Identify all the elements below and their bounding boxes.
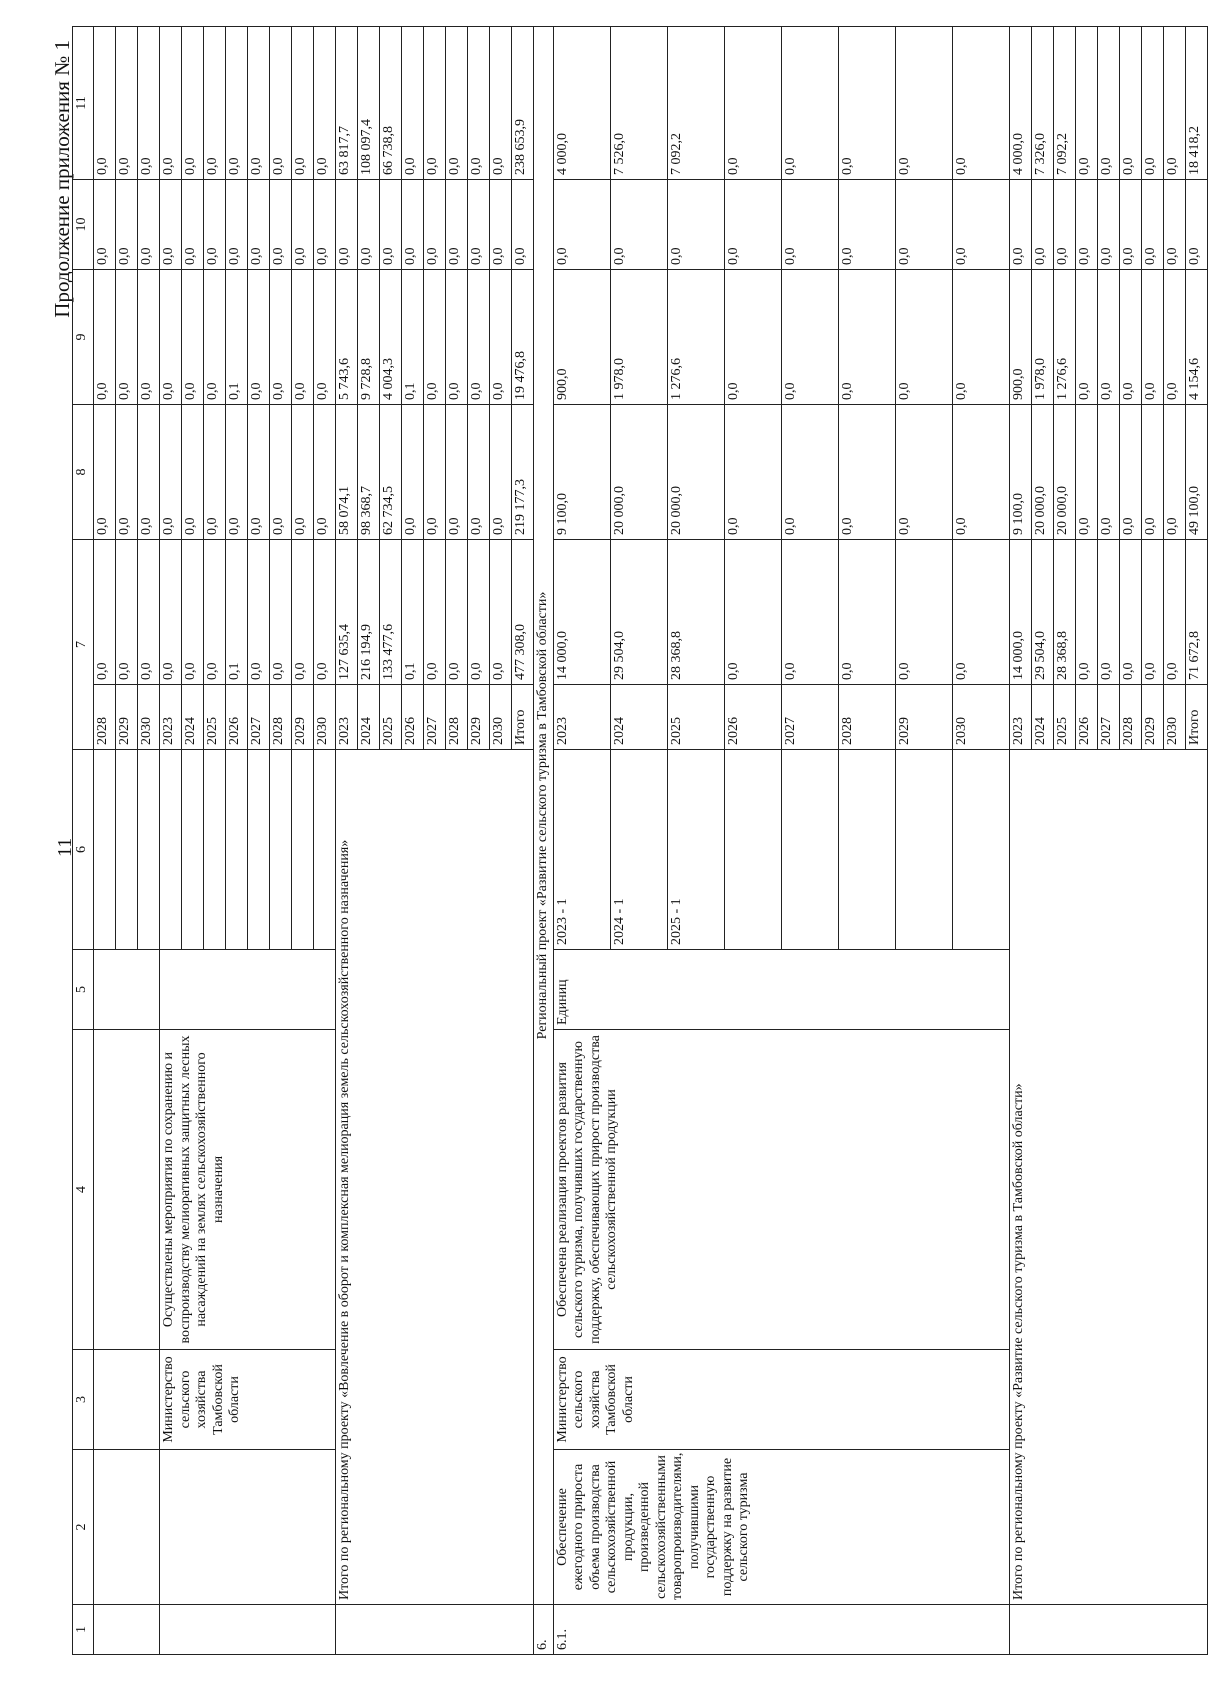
year-cell: 2028	[446, 685, 468, 750]
column-number-5: 5	[73, 950, 94, 1030]
year-cell: 2025	[667, 685, 724, 750]
value-cell-col9: 0,0	[424, 270, 446, 405]
year-cell: 2030	[490, 685, 512, 750]
value-cell-col10: 0,0	[1009, 180, 1031, 270]
value-cell-col10: 0,0	[94, 180, 116, 270]
value-cell-col11: 0,0	[446, 27, 468, 180]
value-cell-col9: 0,0	[292, 270, 314, 405]
value-cell-col8: 0,0	[781, 405, 838, 540]
column-number-10: 10	[73, 180, 94, 270]
value-cell-col9: 0,0	[204, 270, 226, 405]
value-cell-col10: 0,0	[270, 180, 292, 270]
value-cell-col8: 20 000,0	[610, 405, 667, 540]
empty-cell	[160, 1450, 336, 1605]
value-cell-col9: 0,0	[314, 270, 336, 405]
value-cell-col10: 0,0	[1163, 180, 1185, 270]
value-cell-col7: 0,0	[1141, 540, 1163, 685]
year-cell: 2026	[1075, 685, 1097, 750]
column-number-row	[73, 27, 94, 1655]
column-number-11: 11	[73, 27, 94, 180]
empty-cell	[270, 750, 292, 950]
value-cell-col10: 0,0	[781, 180, 838, 270]
value-cell-col8: 62 734,5	[380, 405, 402, 540]
value-cell-col9: 0,0	[1141, 270, 1163, 405]
value-cell-col9: 0,0	[116, 270, 138, 405]
year-cell: 2028	[270, 685, 292, 750]
empty-cell	[314, 750, 336, 950]
value-cell-col10: 0,0	[138, 180, 160, 270]
value-cell-col9: 19 476,8	[512, 270, 534, 405]
table-row	[160, 27, 182, 1655]
empty-cell	[182, 750, 204, 950]
empty-cell	[160, 950, 336, 1030]
appendix-continuation-title: Продолжение приложения № 1	[50, 40, 74, 318]
column-number-3: 3	[73, 1350, 94, 1450]
value-cell-col8: 0,0	[314, 405, 336, 540]
column-number-4: 4	[73, 1030, 94, 1350]
value-cell-col10: 0,0	[952, 180, 1009, 270]
value-cell-col8: 0,0	[1097, 405, 1119, 540]
value-cell-col7: 71 672,8	[1185, 540, 1207, 685]
table-row	[553, 27, 610, 1655]
year-cell: 2025	[380, 685, 402, 750]
year-cell: 2028	[94, 685, 116, 750]
value-cell-col11: 238 653,9	[512, 27, 534, 180]
value-cell-col8: 0,0	[838, 405, 895, 540]
value-cell-col11: 0,0	[292, 27, 314, 180]
value-cell-col10: 0,0	[1185, 180, 1207, 270]
value-cell-col8: 0,0	[952, 405, 1009, 540]
value-cell-col7: 0,1	[226, 540, 248, 685]
value-cell-col9: 0,0	[160, 270, 182, 405]
value-cell-col10: 0,0	[182, 180, 204, 270]
value-cell-col9: 0,0	[94, 270, 116, 405]
value-cell-col8: 9 100,0	[1009, 405, 1031, 540]
year-cell: 2023	[553, 685, 610, 750]
value-cell-col11: 4 000,0	[553, 27, 610, 180]
value-cell-col9: 0,0	[1075, 270, 1097, 405]
value-cell-col11: 0,0	[424, 27, 446, 180]
column-number-2: 2	[73, 1450, 94, 1605]
value-cell-col9: 0,0	[781, 270, 838, 405]
column-number-8: 8	[73, 405, 94, 540]
value-cell-col11: 63 817,7	[336, 27, 358, 180]
empty-cell	[160, 750, 182, 950]
value-cell-col11: 0,0	[724, 27, 781, 180]
responsible-executor: Министерство сельского хозяйства Тамбовской области	[160, 1350, 336, 1450]
value-cell-col7: 0,0	[838, 540, 895, 685]
year-cell: 2026	[226, 685, 248, 750]
budget-table	[72, 26, 1208, 1655]
value-cell-col10: 0,0	[160, 180, 182, 270]
value-cell-col9: 9 728,8	[358, 270, 380, 405]
value-cell-col11: 0,0	[781, 27, 838, 180]
value-cell-col7: 0,0	[138, 540, 160, 685]
value-cell-col7: 0,0	[446, 540, 468, 685]
value-cell-col10: 0,0	[424, 180, 446, 270]
value-cell-col8: 58 074,1	[336, 405, 358, 540]
value-cell-col9: 0,0	[952, 270, 1009, 405]
value-cell-col8: 20 000,0	[1031, 405, 1053, 540]
value-cell-col10: 0,0	[380, 180, 402, 270]
value-cell-col8: 0,0	[468, 405, 490, 540]
value-cell-col8: 0,0	[490, 405, 512, 540]
year-cell: 2025	[204, 685, 226, 750]
value-cell-col9: 4 154,6	[1185, 270, 1207, 405]
value-cell-col10: 0,0	[490, 180, 512, 270]
value-cell-col10: 0,0	[204, 180, 226, 270]
value-cell-col8: 0,0	[724, 405, 781, 540]
value-cell-col11: 7 092,2	[1053, 27, 1075, 180]
value-cell-col10: 0,0	[402, 180, 424, 270]
value-cell-col7: 0,0	[270, 540, 292, 685]
value-cell-col7: 29 504,0	[610, 540, 667, 685]
value-cell-col9: 0,1	[226, 270, 248, 405]
value-cell-col11: 0,0	[468, 27, 490, 180]
value-cell-col7: 216 194,9	[358, 540, 380, 685]
value-cell-col8: 0,0	[1119, 405, 1141, 540]
value-cell-col10: 0,0	[248, 180, 270, 270]
value-cell-col9: 1 978,0	[610, 270, 667, 405]
total-row	[1009, 27, 1031, 1655]
value-cell-col11: 0,0	[490, 27, 512, 180]
value-cell-col9: 0,0	[1119, 270, 1141, 405]
empty-cell	[160, 1605, 336, 1655]
value-cell-col9: 0,0	[1163, 270, 1185, 405]
value-cell-col8: 0,0	[94, 405, 116, 540]
value-cell-col9: 900,0	[553, 270, 610, 405]
value-cell-col11: 0,0	[895, 27, 952, 180]
target-value	[724, 750, 781, 950]
year-cell: 2023	[336, 685, 358, 750]
value-cell-col11: 7 326,0	[1031, 27, 1053, 180]
value-cell-col9: 0,0	[724, 270, 781, 405]
value-cell-col11: 0,0	[402, 27, 424, 180]
value-cell-col8: 0,0	[1163, 405, 1185, 540]
empty-cell	[336, 1605, 534, 1655]
empty-cell	[94, 1350, 160, 1450]
column-number-6: 6	[73, 750, 94, 950]
year-cell: 2030	[952, 685, 1009, 750]
value-cell-col11: 0,0	[248, 27, 270, 180]
value-cell-col7: 127 635,4	[336, 540, 358, 685]
target-value	[952, 750, 1009, 950]
value-cell-col11: 0,0	[1141, 27, 1163, 180]
value-cell-col8: 0,0	[138, 405, 160, 540]
value-cell-col7: 0,0	[248, 540, 270, 685]
year-cell: 2026	[402, 685, 424, 750]
year-cell: 2027	[1097, 685, 1119, 750]
value-cell-col11: 18 418,2	[1185, 27, 1207, 180]
value-cell-col9: 0,1	[402, 270, 424, 405]
value-cell-col8: 219 177,3	[512, 405, 534, 540]
value-cell-col10: 0,0	[314, 180, 336, 270]
year-cell: 2028	[838, 685, 895, 750]
column-number-1: 1	[73, 1605, 94, 1655]
value-cell-col11: 0,0	[1163, 27, 1185, 180]
year-cell: 2024	[182, 685, 204, 750]
value-cell-col8: 0,0	[1075, 405, 1097, 540]
value-cell-col8: 98 368,7	[358, 405, 380, 540]
value-cell-col7: 0,0	[490, 540, 512, 685]
year-cell: 2029	[116, 685, 138, 750]
value-cell-col11: 0,0	[1119, 27, 1141, 180]
value-cell-col8: 20 000,0	[1053, 405, 1075, 540]
value-cell-col10: 0,0	[468, 180, 490, 270]
value-cell-col10: 0,0	[610, 180, 667, 270]
column-number-9: 9	[73, 270, 94, 405]
unit-of-measure: Единиц	[553, 950, 1009, 1030]
value-cell-col7: 0,0	[1097, 540, 1119, 685]
value-cell-col8: 0,0	[116, 405, 138, 540]
value-cell-col10: 0,0	[446, 180, 468, 270]
value-cell-col11: 0,0	[1097, 27, 1119, 180]
value-cell-col10: 0,0	[667, 180, 724, 270]
value-cell-col7: 0,0	[314, 540, 336, 685]
value-cell-col7: 28 368,8	[1053, 540, 1075, 685]
value-cell-col10: 0,0	[1097, 180, 1119, 270]
value-cell-col11: 0,0	[160, 27, 182, 180]
value-cell-col10: 0,0	[226, 180, 248, 270]
task-description: Обеспечение ежегодного прироста объема производства сельскохозяйственной продукции, произведенной сельскохозяйственными товаропроизводителями, получившими государственную поддержку на развитие сельского туризма	[553, 1450, 1009, 1605]
empty-cell	[248, 750, 270, 950]
value-cell-col11: 0,0	[952, 27, 1009, 180]
year-cell: 2030	[314, 685, 336, 750]
year-cell: 2027	[424, 685, 446, 750]
measure-result: Обеспечена реализация проектов развития сельского туризма, получивших государственную поддержку, обеспечивающих прирост производства сельскохозяйственной продукции	[553, 1030, 1009, 1350]
value-cell-col9: 0,0	[270, 270, 292, 405]
value-cell-col11: 0,0	[226, 27, 248, 180]
year-cell: 2024	[610, 685, 667, 750]
empty-cell	[204, 750, 226, 950]
value-cell-col10: 0,0	[116, 180, 138, 270]
value-cell-col7: 0,0	[952, 540, 1009, 685]
value-cell-col10: 0,0	[895, 180, 952, 270]
value-cell-col7: 28 368,8	[667, 540, 724, 685]
value-cell-col8: 0,0	[424, 405, 446, 540]
value-cell-col9: 1 978,0	[1031, 270, 1053, 405]
year-cell: 2026	[724, 685, 781, 750]
value-cell-col7: 0,0	[116, 540, 138, 685]
value-cell-col9: 0,0	[138, 270, 160, 405]
empty-cell	[116, 750, 138, 950]
value-cell-col10: 0,0	[553, 180, 610, 270]
value-cell-col9: 0,0	[182, 270, 204, 405]
value-cell-col8: 0,0	[1141, 405, 1163, 540]
project-total-label: Итого по региональному проекту «Вовлечение в оборот и комплексная мелиорация земель сельскохозяйственного назначения»	[336, 750, 534, 1605]
value-cell-col9: 0,0	[490, 270, 512, 405]
value-cell-col7: 0,0	[724, 540, 781, 685]
empty-cell	[94, 750, 116, 950]
value-cell-col9: 0,0	[895, 270, 952, 405]
value-cell-col8: 0,0	[270, 405, 292, 540]
empty-cell	[1009, 1605, 1207, 1655]
year-cell: 2030	[1163, 685, 1185, 750]
year-cell: 2025	[1053, 685, 1075, 750]
year-cell: 2024	[1031, 685, 1053, 750]
responsible-executor: Министерство сельского хозяйства Тамбовской области	[553, 1350, 1009, 1450]
value-cell-col9: 0,0	[1097, 270, 1119, 405]
value-cell-col7: 0,0	[468, 540, 490, 685]
measure-result: Осуществлены мероприятия по сохранению и воспроизводству мелиоративных защитных лесных насаждений на землях сельскохозяйственного назначения	[160, 1030, 336, 1350]
value-cell-col10: 0,0	[512, 180, 534, 270]
value-cell-col10: 0,0	[1119, 180, 1141, 270]
value-cell-col11: 66 738,8	[380, 27, 402, 180]
value-cell-col10: 0,0	[1075, 180, 1097, 270]
value-cell-col8: 20 000,0	[667, 405, 724, 540]
value-cell-col10: 0,0	[292, 180, 314, 270]
value-cell-col7: 0,0	[1119, 540, 1141, 685]
item-number: 6.1.	[553, 1605, 1009, 1655]
value-cell-col7: 14 000,0	[553, 540, 610, 685]
value-cell-col11: 0,0	[204, 27, 226, 180]
value-cell-col9: 900,0	[1009, 270, 1031, 405]
target-value	[781, 750, 838, 950]
column-number-7: 7	[73, 540, 94, 750]
value-cell-col11: 0,0	[838, 27, 895, 180]
value-cell-col9: 0,0	[838, 270, 895, 405]
value-cell-col9: 0,0	[446, 270, 468, 405]
value-cell-col11: 0,0	[182, 27, 204, 180]
value-cell-col8: 0,0	[446, 405, 468, 540]
target-value	[895, 750, 952, 950]
value-cell-col8: 0,0	[895, 405, 952, 540]
value-cell-col8: 0,0	[248, 405, 270, 540]
section-number: 6.	[534, 1605, 554, 1655]
value-cell-col11: 108 097,4	[358, 27, 380, 180]
year-cell: 2027	[781, 685, 838, 750]
value-cell-col10: 0,0	[1031, 180, 1053, 270]
empty-cell	[292, 750, 314, 950]
value-cell-col11: 0,0	[314, 27, 336, 180]
value-cell-col10: 0,0	[724, 180, 781, 270]
value-cell-col10: 0,0	[358, 180, 380, 270]
year-cell: 2028	[1119, 685, 1141, 750]
total-row	[336, 27, 358, 1655]
value-cell-col7: 0,0	[781, 540, 838, 685]
value-cell-col11: 7 092,2	[667, 27, 724, 180]
year-cell: 2029	[1141, 685, 1163, 750]
year-cell: 2027	[248, 685, 270, 750]
value-cell-col7: 0,0	[424, 540, 446, 685]
empty-cell	[94, 1605, 160, 1655]
value-cell-col7: 0,0	[94, 540, 116, 685]
value-cell-col8: 0,0	[402, 405, 424, 540]
value-cell-col8: 0,0	[182, 405, 204, 540]
value-cell-col11: 0,0	[138, 27, 160, 180]
table-row	[94, 27, 116, 1655]
value-cell-col11: 7 526,0	[610, 27, 667, 180]
value-cell-col8: 0,0	[204, 405, 226, 540]
section-title: Региональный проект «Развитие сельского туризма в Тамбовской области»	[534, 27, 554, 1605]
value-cell-col7: 477 308,0	[512, 540, 534, 685]
value-cell-col9: 0,0	[468, 270, 490, 405]
value-cell-col9: 0,0	[248, 270, 270, 405]
year-cell: 2029	[292, 685, 314, 750]
value-cell-col10: 0,0	[838, 180, 895, 270]
value-cell-col7: 14 000,0	[1009, 540, 1031, 685]
year-cell: 2023	[1009, 685, 1031, 750]
value-cell-col11: 0,0	[94, 27, 116, 180]
value-cell-col8: 0,0	[226, 405, 248, 540]
value-cell-col10: 0,0	[1053, 180, 1075, 270]
value-cell-col7: 0,0	[1075, 540, 1097, 685]
section-heading-row	[534, 27, 554, 1655]
value-cell-col11: 0,0	[116, 27, 138, 180]
year-cell: 2029	[895, 685, 952, 750]
empty-cell	[226, 750, 248, 950]
target-value	[838, 750, 895, 950]
year-cell: 2029	[468, 685, 490, 750]
value-cell-col9: 4 004,3	[380, 270, 402, 405]
value-cell-col7: 0,1	[402, 540, 424, 685]
target-value: 2025 - 1	[667, 750, 724, 950]
value-cell-col7: 0,0	[292, 540, 314, 685]
page-number: 11	[54, 837, 76, 857]
empty-cell	[138, 750, 160, 950]
value-cell-col7: 0,0	[204, 540, 226, 685]
value-cell-col7: 29 504,0	[1031, 540, 1053, 685]
value-cell-col11: 0,0	[270, 27, 292, 180]
project-total-label: Итого по региональному проекту «Развитие сельского туризма в Тамбовской области»	[1009, 750, 1207, 1605]
value-cell-col7: 133 477,6	[380, 540, 402, 685]
value-cell-col9: 1 276,6	[667, 270, 724, 405]
value-cell-col8: 49 100,0	[1185, 405, 1207, 540]
value-cell-col7: 0,0	[1163, 540, 1185, 685]
value-cell-col10: 0,0	[336, 180, 358, 270]
value-cell-col7: 0,0	[182, 540, 204, 685]
value-cell-col9: 1 276,6	[1053, 270, 1075, 405]
empty-cell	[94, 1030, 160, 1350]
value-cell-col11: 4 000,0	[1009, 27, 1031, 180]
value-cell-col9: 5 743,6	[336, 270, 358, 405]
value-cell-col11: 0,0	[1075, 27, 1097, 180]
target-value: 2024 - 1	[610, 750, 667, 950]
year-cell: Итого	[1185, 685, 1207, 750]
value-cell-col7: 0,0	[895, 540, 952, 685]
value-cell-col8: 0,0	[292, 405, 314, 540]
value-cell-col7: 0,0	[160, 540, 182, 685]
empty-cell	[94, 1450, 160, 1605]
target-value: 2023 - 1	[553, 750, 610, 950]
year-cell: 2030	[138, 685, 160, 750]
year-cell: Итого	[512, 685, 534, 750]
year-cell: 2024	[358, 685, 380, 750]
value-cell-col8: 0,0	[160, 405, 182, 540]
value-cell-col10: 0,0	[1141, 180, 1163, 270]
empty-cell	[94, 950, 160, 1030]
year-cell: 2023	[160, 685, 182, 750]
value-cell-col8: 9 100,0	[553, 405, 610, 540]
